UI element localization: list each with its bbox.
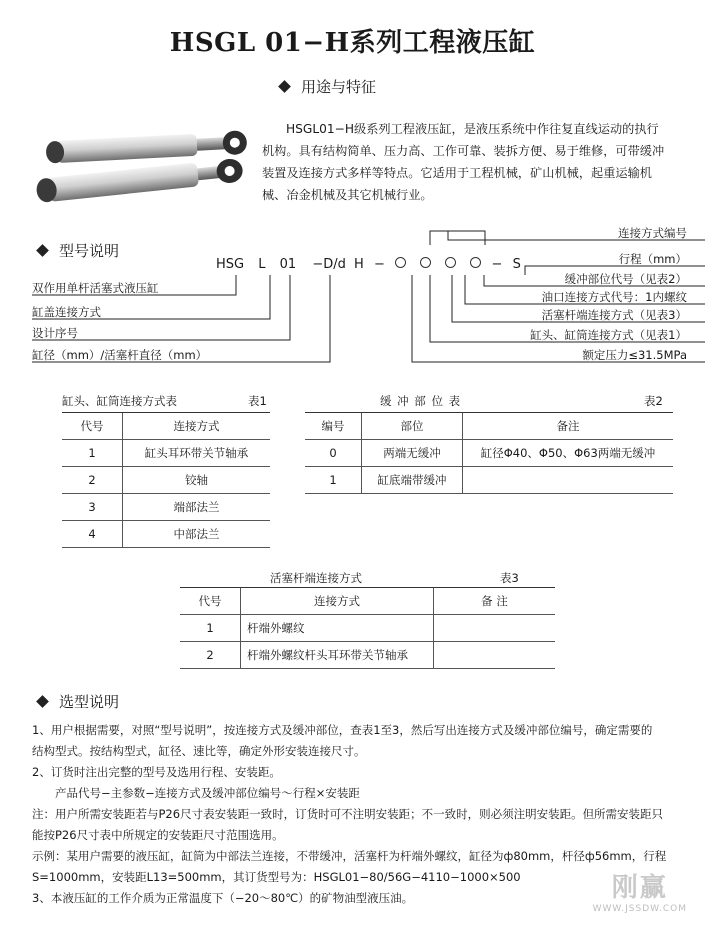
watermark-url: WWW.JSSDW.COM (592, 904, 687, 914)
table-cell: 缸径Φ40、Φ50、Φ63两端无缓冲 (463, 440, 674, 467)
table3-tag: 表3 (500, 571, 519, 585)
code-hsg: HSG (216, 257, 245, 272)
table-header-cell: 编号 (305, 413, 362, 440)
model-label-right: 连接方式编号 (618, 226, 687, 240)
code-h: H (354, 257, 364, 272)
model-label-left: 缸盖连接方式 (32, 305, 101, 319)
table-row (305, 467, 673, 494)
model-code (216, 257, 521, 272)
table-header-cell: 部位 (362, 413, 463, 440)
selection-line: 结构型式。按结构型式，缸径、速比等，确定外形安装连接尺寸。 (32, 744, 366, 758)
table-header-cell: 连接方式 (241, 588, 434, 615)
usage-paragraph (262, 118, 692, 206)
table-cell: 1 (180, 615, 241, 642)
table-row (62, 467, 270, 494)
watermark (593, 867, 687, 914)
model-label-right: 油口连接方式代号：1内螺纹 (541, 290, 687, 304)
table-header-row (62, 413, 270, 440)
table3-caption: 活塞杆端连接方式 (270, 571, 362, 585)
table-cell (463, 467, 674, 494)
table2-caption: 缓 冲 部 位 表 (380, 394, 462, 408)
table-row (180, 642, 555, 669)
usage-line: HSGL01−H级系列工程液压缸，是液压系统中作往复直线运动的执行 (286, 122, 659, 136)
table-cell (434, 615, 556, 642)
selection-line: 能按P26尺寸表中所规定的安装距尺寸范围选用。 (32, 828, 284, 842)
table-header-cell: 备注 (463, 413, 674, 440)
section-usage-label: 用途与特征 (301, 78, 377, 96)
code-slot-circle (420, 257, 431, 268)
diamond-bullet-icon (278, 80, 291, 93)
table2 (305, 412, 673, 494)
code-dd: −D/d (312, 257, 346, 272)
selection-line: 1、用户根据需要，对照“型号说明”，按连接方式及缓冲部位，查表1至3，然后写出连接方式及缓冲部位编号，确定需要的 (32, 723, 653, 737)
section-model-label: 型号说明 (59, 242, 120, 260)
code-dash: − (373, 257, 385, 272)
page-title: HSGL 01−H系列工程液压缸 (169, 28, 536, 58)
code-l: L (258, 257, 266, 272)
table-cell: 2 (180, 642, 241, 669)
table-header-cell: 代号 (62, 413, 123, 440)
table-header-row (305, 413, 673, 440)
table-cell: 杆端外螺纹杆头耳环带关节轴承 (241, 642, 434, 669)
table-cell: 3 (62, 494, 123, 521)
table-cell (434, 642, 556, 669)
table3 (180, 587, 555, 669)
table-cell: 1 (305, 467, 362, 494)
table-row (62, 440, 270, 467)
table-row (62, 521, 270, 548)
code-slot-circle (445, 257, 456, 268)
table-cell: 铰轴 (123, 467, 271, 494)
table1 (62, 412, 270, 548)
cylinder-photo (28, 130, 253, 218)
table-cell: 缸头耳环带关节轴承 (123, 440, 271, 467)
selection-line: 2、订货时注出完整的型号及选用行程、安装距。 (32, 765, 281, 779)
section-selection-heading (38, 691, 119, 712)
table2-tag: 表2 (644, 394, 663, 408)
selection-line: 3、本液压缸的工作介质为正常温度下（−20～80℃）的矿物油型液压油。 (32, 891, 414, 905)
table-header-cell: 备 注 (434, 588, 556, 615)
table1-tag: 表1 (248, 394, 267, 408)
table-cell: 中部法兰 (123, 521, 271, 548)
model-label-left: 双作用单杆活塞式液压缸 (32, 281, 159, 295)
table-header-cell: 连接方式 (123, 413, 271, 440)
model-label-right: 额定压力≤31.5MPa (582, 348, 687, 362)
model-label-right: 缸头、缸筒连接方式（见表1） (530, 328, 687, 342)
table-cell: 2 (62, 467, 123, 494)
table-row (305, 440, 673, 467)
usage-line: 装置及连接方式多样等特点。它适用于工程机械，矿山机械，起重运输机 (262, 166, 652, 180)
diamond-bullet-icon (36, 695, 49, 708)
table-header-row (180, 588, 555, 615)
code-01: 01 (279, 257, 297, 272)
model-label-right: 行程（mm） (618, 252, 687, 266)
table-cell: 端部法兰 (123, 494, 271, 521)
selection-line: 产品代号−主参数−连接方式及缓冲部位编号～行程×安装距 (55, 786, 360, 800)
section-selection-label: 选型说明 (59, 693, 120, 711)
table-row (62, 494, 270, 521)
usage-line: 机构。具有结构简单、压力高、工作可靠、装拆方便、易于维修，可带缓冲 (262, 144, 665, 158)
model-label-left: 缸径（mm）/活塞杆直径（mm） (32, 348, 208, 362)
model-label-left: 设计序号 (32, 326, 78, 340)
watermark-logo: 刚赢 (611, 873, 668, 903)
code-s: S (512, 257, 521, 272)
table-cell: 缸底端带缓冲 (362, 467, 463, 494)
model-label-right: 活塞杆端连接方式（见表3） (541, 308, 687, 322)
table-header-cell: 代号 (180, 588, 241, 615)
selection-line: 注：用户所需安装距若与P26尺寸表安装距一致时，订货时可不注明安装距；不一致时，则必须注明安装距。但所需安装距只 (32, 807, 664, 821)
usage-line: 械、冶金机械及其它机械行业。 (262, 188, 433, 202)
model-label-right: 缓冲部位代号（见表2） (564, 272, 687, 286)
selection-line: S=1000mm，安装距L13=500mm，其订货型号为：HSGL01−80/56G−4110−1000×500 (32, 870, 521, 884)
code-dash: − (491, 257, 503, 272)
table-cell: 两端无缓冲 (362, 440, 463, 467)
table-row (180, 615, 555, 642)
table-cell: 4 (62, 521, 123, 548)
table-cell: 1 (62, 440, 123, 467)
selection-line: 示例：某用户需要的液压缸，缸筒为中部法兰连接，不带缓冲，活塞杆为杆端外螺纹，缸径为ф80mm，杆径ф56mm，行程 (32, 849, 667, 863)
table-cell: 杆端外螺纹 (241, 615, 434, 642)
code-slot-circle (470, 257, 481, 268)
code-slot-circle (395, 257, 406, 268)
table-cell: 0 (305, 440, 362, 467)
table1-caption: 缸头、缸筒连接方式表 (62, 394, 177, 408)
section-usage-heading (280, 76, 376, 97)
